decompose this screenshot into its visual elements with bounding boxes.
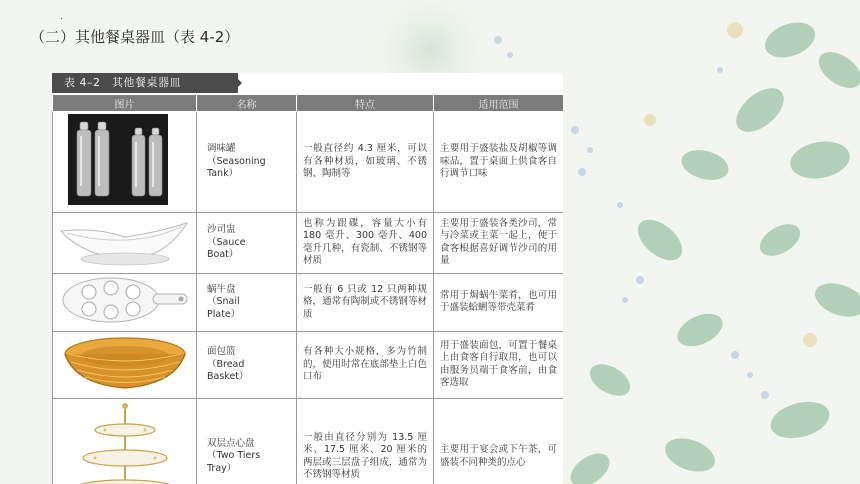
seasoning-tank-image (60, 112, 190, 207)
row-usage: 主要用于宴会或下午茶，可盛装不同种类的点心 (434, 399, 564, 484)
table-row (53, 331, 564, 399)
two-tiers-tray-image (55, 400, 195, 484)
row-image-cell (53, 399, 197, 484)
table-header-row (53, 95, 564, 112)
row-feature: 一般有 6 只或 12 只两种规格，通常有陶制或不锈钢等材质 (297, 274, 434, 332)
header-name: 名称 (197, 95, 297, 112)
row-image-cell (53, 331, 197, 399)
caption-tab (232, 73, 242, 93)
section-heading: （二）其他餐桌器皿（表 4-2） (30, 28, 240, 46)
row-name: 沙司盅 （Sauce Boat） (197, 212, 297, 274)
sauce-boat-image (55, 213, 195, 269)
header-usage: 适用范围 (434, 95, 564, 112)
row-usage: 主要用于盛装盐及胡椒等调味品，置于桌面上供食客自行调节口味 (434, 112, 564, 213)
table-caption: 表 4–2 其他餐桌器皿 (52, 73, 238, 93)
slide-marker: · (60, 14, 64, 25)
row-usage: 主要用于盛装各类沙司，常与冷菜或主菜一起上，便于食客根据喜好调节沙司的用量 (434, 212, 564, 274)
header-feature: 特点 (297, 95, 434, 112)
row-name: 面包篮 （Bread Basket） (197, 331, 297, 399)
row-usage: 用于盛装面包，可置于餐桌上由食客自行取用，也可以由服务员端于食客前，由食客选取 (434, 331, 564, 399)
row-name: 调味罐 （Seasoning Tank） (197, 112, 297, 213)
tableware-table-image (52, 73, 563, 484)
row-image-cell (53, 112, 197, 213)
bread-basket-image (55, 332, 195, 394)
row-usage: 常用于焗蜗牛菜肴，也可用于盛装蛤蜊等带壳菜肴 (434, 274, 564, 332)
table-row (53, 112, 564, 213)
tableware-table (52, 94, 563, 484)
table-row (53, 274, 564, 332)
table-row (53, 212, 564, 274)
row-name: 蜗牛盘 （Snail Plate） (197, 274, 297, 332)
row-feature: 也称为跟碟，容量大小有 180 毫升、300 毫升、400 毫升几种，有瓷制、不锈钢等材质 (297, 212, 434, 274)
row-feature: 一般由直径分别为 13.5 厘米、17.5 厘米、20 厘米的两层或三层盘子组成，通常为不锈钢等材质 (297, 399, 434, 484)
row-image-cell (53, 212, 197, 274)
row-feature: 一般直径约 4.3 厘米，可以有各种材质，如玻璃、不锈钢、陶制等 (297, 112, 434, 213)
snail-plate-image (55, 274, 195, 326)
row-feature: 有各种大小规格，多为竹制的，使用时常在底部垫上白色口布 (297, 331, 434, 399)
row-image-cell (53, 274, 197, 332)
row-name: 双层点心盘 （Two Tiers Tray） (197, 399, 297, 484)
table-row (53, 399, 564, 484)
header-image: 图片 (53, 95, 197, 112)
